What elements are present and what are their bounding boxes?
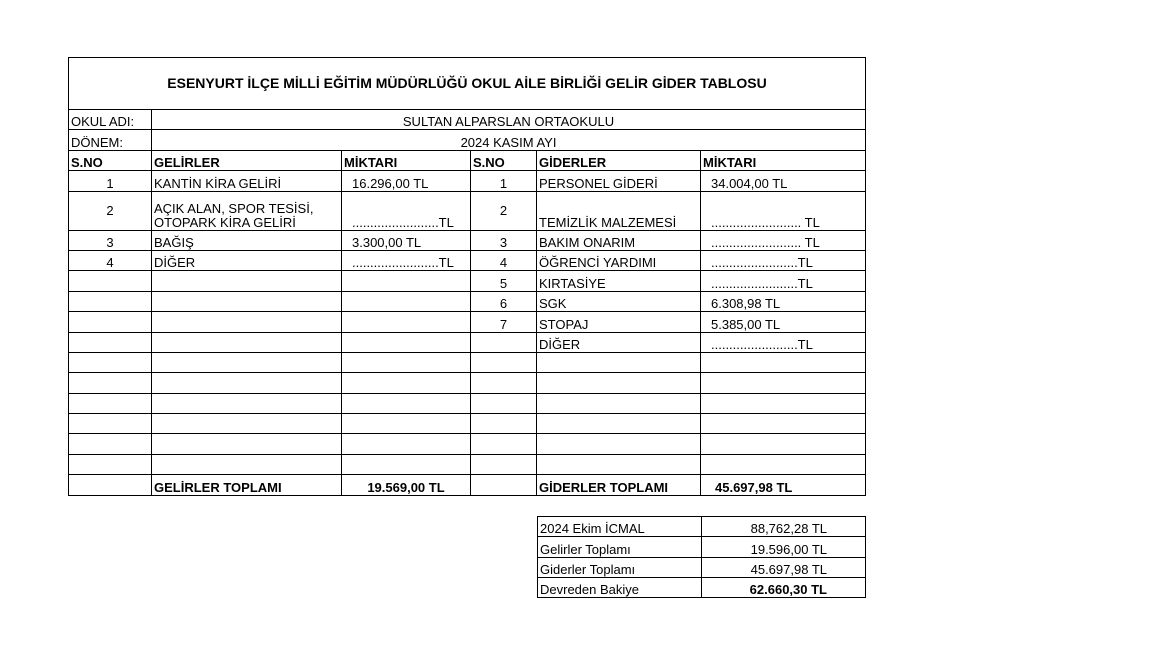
expense-no [471, 332, 537, 352]
summary-label: Giderler Toplamı [538, 557, 702, 577]
header-giderler: GİDERLER [537, 150, 701, 170]
expense-amount: ......................... TL [701, 230, 866, 250]
header-sno2: S.NO [471, 150, 537, 170]
summary-row [538, 577, 866, 597]
expense-amount: ......................... TL [701, 191, 866, 230]
gelir-total-value: 19.569,00 TL [342, 475, 471, 496]
expense-no: 2 [471, 191, 537, 230]
gider-total-value: 45.697,98 TL [701, 475, 866, 496]
income-amount: 3.300,00 TL [342, 230, 471, 250]
income-name [152, 271, 342, 291]
table-row [69, 230, 866, 250]
table-row [69, 271, 866, 291]
income-no [69, 291, 152, 311]
totals-row [69, 475, 866, 496]
page-title: ESENYURT İLÇE MİLLİ EĞİTİM MÜDÜRLÜĞÜ OKUL AİLE BİRLİĞİ GELİR GİDER TABLOSU [69, 58, 866, 110]
expense-no: 6 [471, 291, 537, 311]
income-expense-sheet [68, 57, 865, 598]
income-amount [342, 291, 471, 311]
expense-name: DİĞER [537, 332, 701, 352]
expense-amount: 34.004,00 TL [701, 171, 866, 191]
period-value: 2024 KASIM AYI [152, 130, 866, 150]
income-no: 3 [69, 230, 152, 250]
expense-name: SGK [537, 291, 701, 311]
summary-row [538, 517, 866, 537]
expense-amount: ........................TL [701, 271, 866, 291]
expense-amount: ........................TL [701, 250, 866, 270]
income-amount: ........................TL [342, 191, 471, 230]
expense-amount: ........................TL [701, 332, 866, 352]
income-name [152, 291, 342, 311]
summary-table [537, 516, 866, 598]
income-name: BAĞIŞ [152, 230, 342, 250]
income-amount: 16.296,00 TL [342, 171, 471, 191]
summary-value: 45.697,98 TL [702, 557, 866, 577]
table-row [69, 250, 866, 270]
gider-total-label: GİDERLER TOPLAMI [537, 475, 701, 496]
expense-no: 5 [471, 271, 537, 291]
expense-amount: 6.308,98 TL [701, 291, 866, 311]
income-name [152, 332, 342, 352]
gelir-total-label: GELİRLER TOPLAMI [152, 475, 342, 496]
expense-amount: 5.385,00 TL [701, 312, 866, 332]
summary-label: Gelirler Toplamı [538, 537, 702, 557]
income-no [69, 271, 152, 291]
expense-name: STOPAJ [537, 312, 701, 332]
income-name: KANTİN KİRA GELİRİ [152, 171, 342, 191]
school-name: SULTAN ALPARSLAN ORTAOKULU [152, 110, 866, 130]
summary-value: 19.596,00 TL [702, 537, 866, 557]
income-amount: ........................TL [342, 250, 471, 270]
expense-name: ÖĞRENCİ YARDIMI [537, 250, 701, 270]
income-no [69, 332, 152, 352]
expense-name: KIRTASİYE [537, 271, 701, 291]
expense-no: 4 [471, 250, 537, 270]
header-row [69, 150, 866, 170]
header-miktari2: MİKTARI [701, 150, 866, 170]
expense-no: 7 [471, 312, 537, 332]
summary-label: Devreden Bakiye [538, 577, 702, 597]
income-amount [342, 332, 471, 352]
expense-no: 3 [471, 230, 537, 250]
income-name: AÇIK ALAN, SPOR TESİSİ, OTOPARK KİRA GELİRİ [152, 191, 342, 230]
header-sno: S.NO [69, 150, 152, 170]
income-amount [342, 312, 471, 332]
summary-value: 62.660,30 TL [702, 577, 866, 597]
summary-row [538, 557, 866, 577]
table-row [69, 171, 866, 191]
income-no: 2 [69, 191, 152, 230]
header-gelirler: GELİRLER [152, 150, 342, 170]
school-label: OKUL ADI: [69, 110, 152, 130]
table-row [69, 291, 866, 311]
income-expense-table [68, 57, 866, 496]
income-no [69, 312, 152, 332]
income-name [152, 312, 342, 332]
expense-name: TEMİZLİK MALZEMESİ [537, 191, 701, 230]
period-label: DÖNEM: [69, 130, 152, 150]
summary-row [538, 537, 866, 557]
expense-name: PERSONEL GİDERİ [537, 171, 701, 191]
income-no: 1 [69, 171, 152, 191]
table-row [69, 191, 866, 230]
expense-name: BAKIM ONARIM [537, 230, 701, 250]
summary-label: 2024 Ekim İCMAL [538, 517, 702, 537]
income-no: 4 [69, 250, 152, 270]
income-name: DİĞER [152, 250, 342, 270]
expense-no: 1 [471, 171, 537, 191]
header-miktari: MİKTARI [342, 150, 471, 170]
income-amount [342, 271, 471, 291]
table-row [69, 312, 866, 332]
table-row [69, 332, 866, 352]
summary-value: 88,762,28 TL [702, 517, 866, 537]
